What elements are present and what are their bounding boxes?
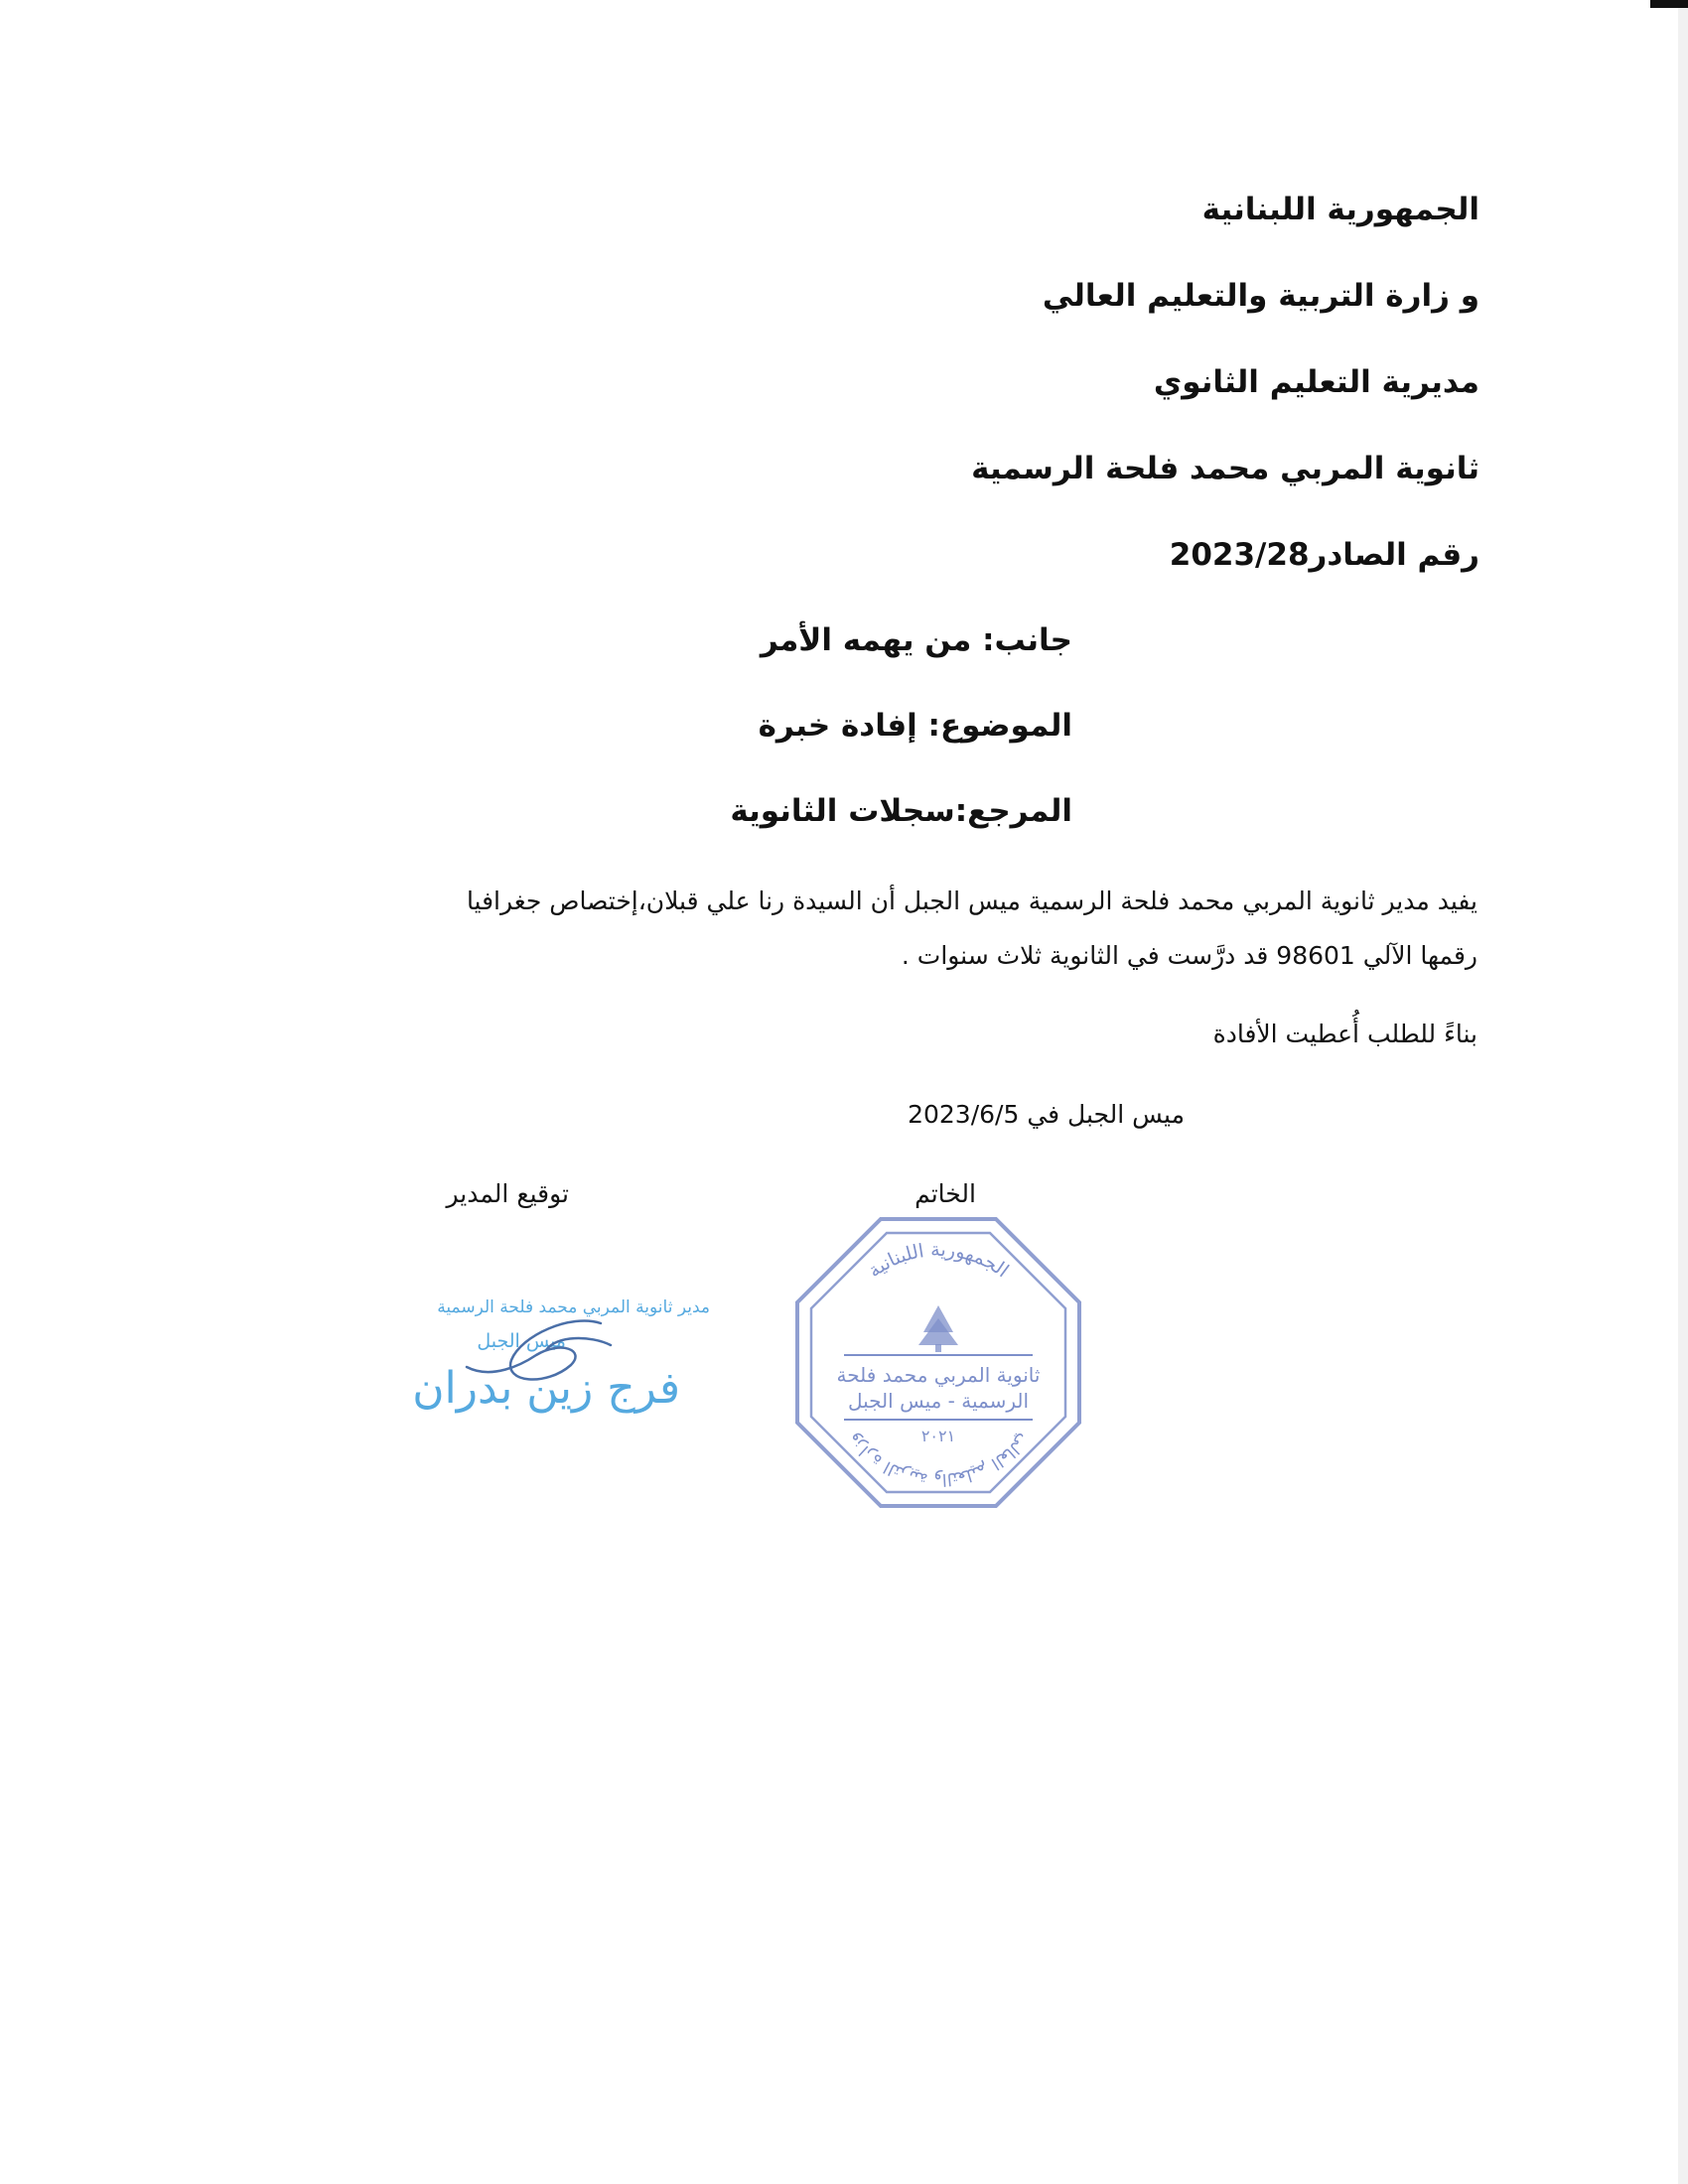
- header-ministry: و زارة التربية والتعليم العالي: [1042, 278, 1479, 314]
- body-line-2: رقمها الآلي 98601 قد درَّست في الثانوية ثلاث سنوات .: [901, 941, 1477, 970]
- director-name: فرج زين بدران: [412, 1363, 680, 1414]
- signature-stamp-line-2: ميس الجبل: [477, 1330, 566, 1352]
- addressee: جانب: من يهمه الأمر: [760, 622, 1072, 658]
- stamp-label: الخاتم: [914, 1179, 976, 1208]
- scan-edge: [1678, 0, 1688, 2184]
- stamp-top-arc: الجمهورية اللبنانية: [864, 1238, 1013, 1283]
- reference-number: رقم الصادر2023/28: [1169, 537, 1479, 573]
- header-country: الجمهورية اللبنانية: [1201, 192, 1479, 227]
- signature-label: توقيع المدير: [446, 1179, 569, 1208]
- subject-line: الموضوع: إفادة خبرة: [758, 708, 1072, 744]
- stamp-line-2: الرسمية - ميس الجبل: [847, 1389, 1030, 1413]
- header-school: ثانوية المربي محمد فلحة الرسمية: [971, 451, 1479, 486]
- scan-corner-mark: [1650, 0, 1688, 8]
- body-line-1: يفيد مدير ثانوية المربي محمد فلحة الرسمية ميس الجبل أن السيدة رنا علي قبلان،إختصاص جغرافيا: [466, 887, 1477, 915]
- official-stamp: [789, 1211, 1087, 1514]
- stamp-line-1: ثانوية المربي محمد فلحة: [836, 1363, 1041, 1387]
- stamp-number: ٢٠٢١: [920, 1427, 956, 1445]
- reference-line: المرجع:سجلات الثانوية: [730, 793, 1072, 829]
- signature-block: [333, 1286, 710, 1464]
- closing-line: بناءً للطلب أُعطيت الأفادة: [1212, 1020, 1477, 1048]
- signature-stamp-line-1: مدير ثانوية المربي محمد فلحة الرسمية: [437, 1297, 710, 1317]
- handwritten-signature: [452, 1305, 621, 1405]
- header-directorate: مديرية التعليم الثانوي: [1153, 364, 1479, 400]
- place-date: ميس الجبل في 2023/6/5: [908, 1100, 1185, 1129]
- cedar-icon: [918, 1305, 958, 1352]
- stamp-bottom-arc: وزارة التربية والتعليم العالي: [843, 1429, 1034, 1490]
